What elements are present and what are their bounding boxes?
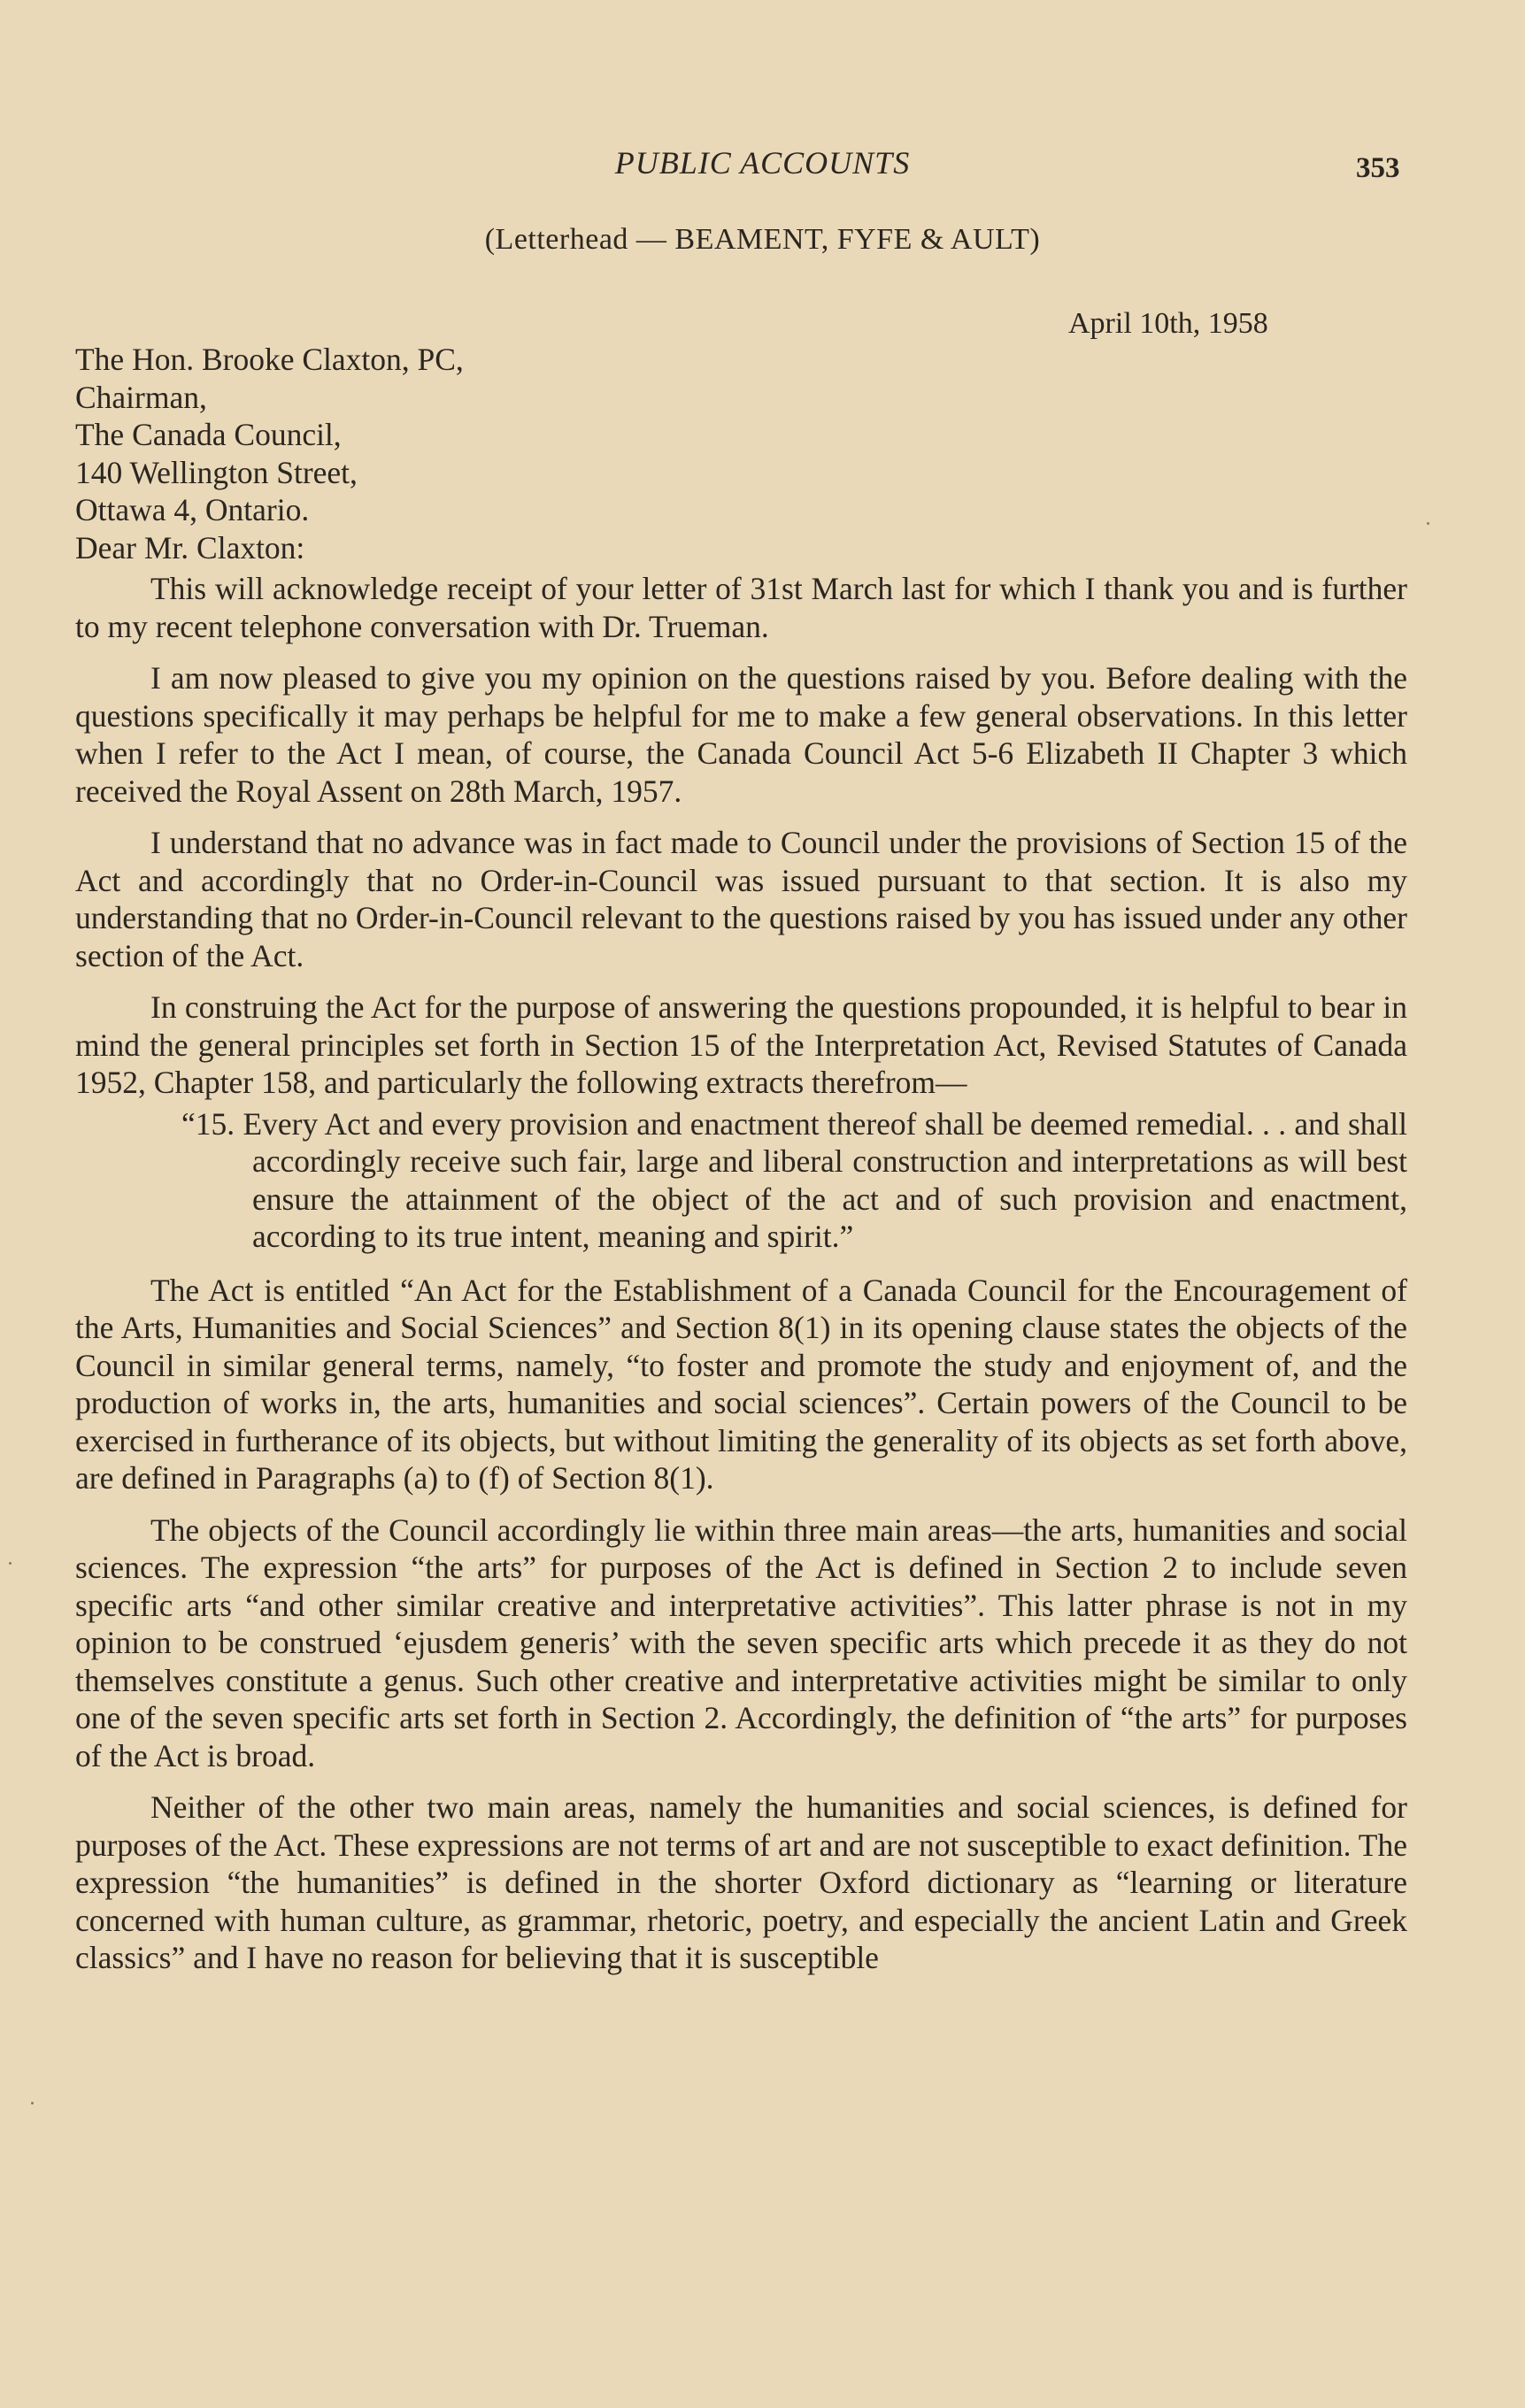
address-line: Ottawa 4, Ontario. (75, 492, 310, 527)
recipient-address (75, 341, 1407, 529)
paper-speck (31, 2102, 34, 2104)
paragraph: This will acknowledge receipt of your letter of 31st March last for which I thank you and is further to my recent telephone conversation with Dr. Trueman. (75, 571, 1407, 644)
address-line: The Canada Council, (75, 417, 342, 452)
running-head: PUBLIC ACCOUNTS (614, 145, 911, 181)
paragraph: I understand that no advance was in fact made to Council under the provisions of Section 15 of the Act and accordingly that no Order-in-Council was issued pursuant to that section. It is also my understanding that no Order-in-Council relevant to the questions raised by you has issued under any other section of the Act. (75, 825, 1407, 973)
address-line: The Hon. Brooke Claxton, PC, (75, 342, 464, 377)
paragraph: The Act is entitled “An Act for the Establishment of a Canada Council for the Encouragement of the Arts, Humanities and Social Sciences” and Section 8(1) in its opening clause states the objects of the Council in similar general terms, namely, “to foster and promote the study and enjoyment of, and the production of works in, the arts, humanities and social sciences”. Certain powers of the Council to be exercised in furtherance of its objects, but without limiting the generality of its objects as set forth above, are defined in Paragraphs (a) to (f) of Section 8(1). (75, 1272, 1407, 1496)
address-line: 140 Wellington Street, (75, 454, 358, 490)
letterhead: (Letterhead — BEAMENT, FYFE & AULT) (484, 223, 1041, 256)
paragraph: The objects of the Council accordingly lie within three main areas—the arts, humanities and social sciences. The expression “the arts” for purposes of the Act is defined in Section 2 to include seven specific arts “and other similar creative and interpretative activities”. This latter phrase is not in my opinion to be construed ‘ejusdem generis’ with the seven specific arts which precede it as they do not themselves constitute a genus. Such other creative and interpretative activities might be similar to only one of the seven specific arts set forth in Section 2. Accordingly, the definition of “the arts” for purposes of the Act is broad. (75, 1512, 1407, 1773)
paragraph: I am now pleased to give you my opinion on the questions raised by you. Before dealing with the questions specifically it may perhaps be helpful for me to make a few general observations. In this letter when I refer to the Act I mean, of course, the Canada Council Act 5-6 Elizabeth II Chapter 3 which received the Royal Assent on 28th March, 1957. (75, 660, 1407, 809)
paper-speck (1427, 522, 1429, 525)
letter-body (75, 341, 1407, 1991)
statute-quotation: “15. Every Act and every provision and enactment thereof shall be deemed remedial. . . and shall accordingly receive such fair, large and liberal construction and interpretations as will best ensure the attainment of the object of the act and of such provision and enactment, according to its true intent, meaning and spirit.” (181, 1105, 1407, 1254)
salutation: Dear Mr. Claxton: (75, 529, 305, 565)
page-number: 353 (1356, 152, 1400, 184)
paragraph: In construing the Act for the purpose of answering the questions propounded, it is helpful to bear in mind the general principles set forth in Section 15 of the Interpretation Act, Revised Statutes of Canada 1952, Chapter 158, and particularly the following extracts therefrom— (75, 989, 1407, 1100)
paper-speck (9, 1562, 12, 1565)
paragraph: Neither of the other two main areas, namely the humanities and social sciences, is defined for purposes of the Act. These expressions are not terms of art and are not susceptible to exact definition. The expression “the humanities” is defined in the shorter Oxford dictionary as “learning or literature concerned with human culture, as grammar, rhetoric, poetry, and especially the ancient Latin and Greek classics” and I have no reason for believing that it is susceptible (75, 1789, 1407, 1975)
address-line: Chairman, (75, 379, 207, 415)
letter-date: April 10th, 1958 (1068, 307, 1268, 340)
